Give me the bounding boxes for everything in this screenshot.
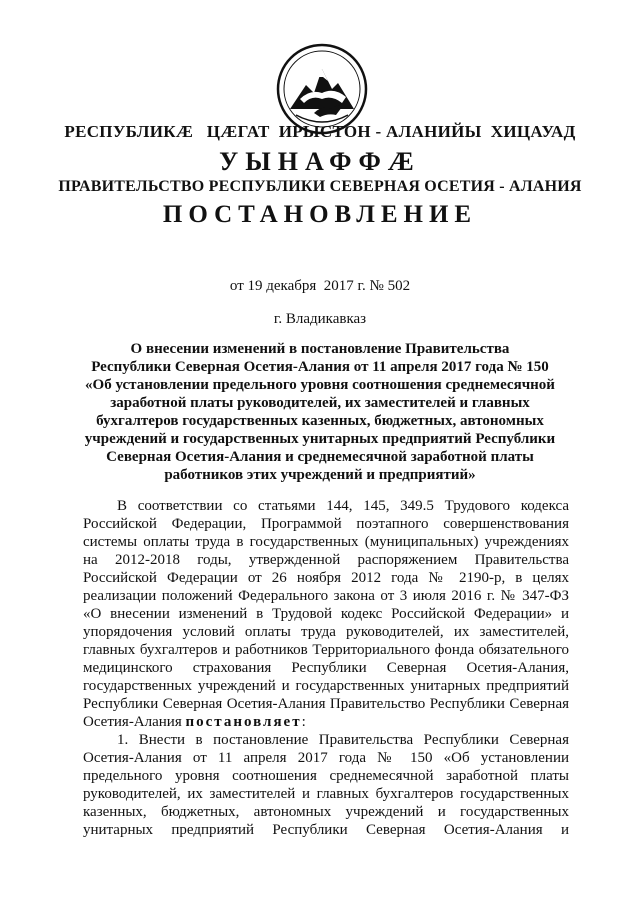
republic-name-ossetian: РЕСПУБЛИКÆ ЦÆГАТ ИРЫСТОН - АЛАНИЙЫ ХИЦАУАД — [64, 122, 576, 141]
document-date: 19 декабря 2017 г. — [247, 278, 366, 294]
document-type-ossetian: УЫНАФФÆ — [219, 147, 421, 176]
body-line: В соответствии со статьями 144, 145, 349.5 Трудового кодекса — [117, 498, 569, 514]
document-subject — [80, 340, 560, 484]
body-line: медицинского страхования Республики Северная Осетия-Алания, — [83, 660, 569, 676]
body-line: унитарных предприятий Республики Северная Осетия-Алания и — [83, 822, 569, 838]
document-number: № 502 — [369, 278, 411, 294]
body-line: руководителей, их заместителей и главных бухгалтеров государственных — [83, 786, 569, 802]
subject-line: О внесении изменений в постановление Правительства — [130, 341, 510, 357]
body-line: Осетия-Алания от 11 апреля 2017 года № 150 «Об установлении — [83, 750, 569, 766]
body-line: системы оплаты труда в государственных (муниципальных) учреждениях — [83, 534, 569, 550]
body-line: «О внесении изменений в Трудовой кодекс Российской Федерации» и — [83, 606, 569, 622]
body-line: 1. Внести в постановление Правительства Республики Северная — [117, 732, 569, 748]
document-type-russian: ПОСТАНОВЛЕНИЕ — [162, 201, 478, 228]
body-line-resolution — [83, 713, 569, 731]
city-name: г. Владикавказ — [273, 311, 367, 327]
subject-line: бухгалтеров государственных казенных, бюджетных, автономных — [96, 413, 544, 429]
subject-line: учреждений и государственных унитарных предприятий Республики — [84, 431, 556, 447]
document-body — [83, 497, 569, 839]
subject-line: работников этих учреждений и предприятий» — [164, 467, 476, 483]
body-line: Российской Федерации, Программой поэтапного совершенствования — [83, 516, 569, 532]
body-line: реализации положений Федерального закона от 3 июля 2016 г. № 347-ФЗ — [83, 588, 569, 604]
subject-line: «Об установлении предельного уровня соотношения среднемесячной — [85, 377, 555, 393]
body-line: главных бухгалтеров и работников Территориального фонда обязательного — [83, 642, 569, 658]
resolution-keyword: постановляет — [185, 714, 302, 730]
subject-line: Северная Осетия-Алания и среднемесячной заработной платы — [106, 449, 534, 465]
resolution-prefix: Осетия-Алания — [83, 714, 182, 730]
subject-line: Республики Северная Осетия-Алания от 11 апреля 2017 года № 150 — [91, 359, 549, 375]
body-line: предельного уровня соотношения среднемесячной заработной платы — [83, 768, 569, 784]
body-line: государственных учреждений и государственных унитарных предприятий — [83, 678, 569, 694]
date-prefix: от — [229, 278, 244, 294]
date-line — [0, 278, 640, 295]
body-line: упорядочения условий оплаты труда руководителей, их заместителей, — [83, 624, 569, 640]
resolution-suffix: : — [301, 714, 306, 730]
body-line: на 2012-2018 годы, утвержденной распоряжением Правительства — [83, 552, 569, 568]
body-line: Республики Северная Осетия-Алания Правительство Республики Северная — [83, 696, 569, 712]
body-line: казенных, бюджетных, автономных учреждений и государственных — [83, 804, 569, 820]
body-line: Российской Федерации от 26 ноября 2012 года № 2190-р, в целях — [83, 570, 569, 586]
government-name-russian: ПРАВИТЕЛЬСТВО РЕСПУБЛИКИ СЕВЕРНАЯ ОСЕТИЯ - АЛАНИЯ — [58, 178, 582, 195]
subject-line: заработной платы руководителей, их заместителей и главных — [110, 395, 530, 411]
